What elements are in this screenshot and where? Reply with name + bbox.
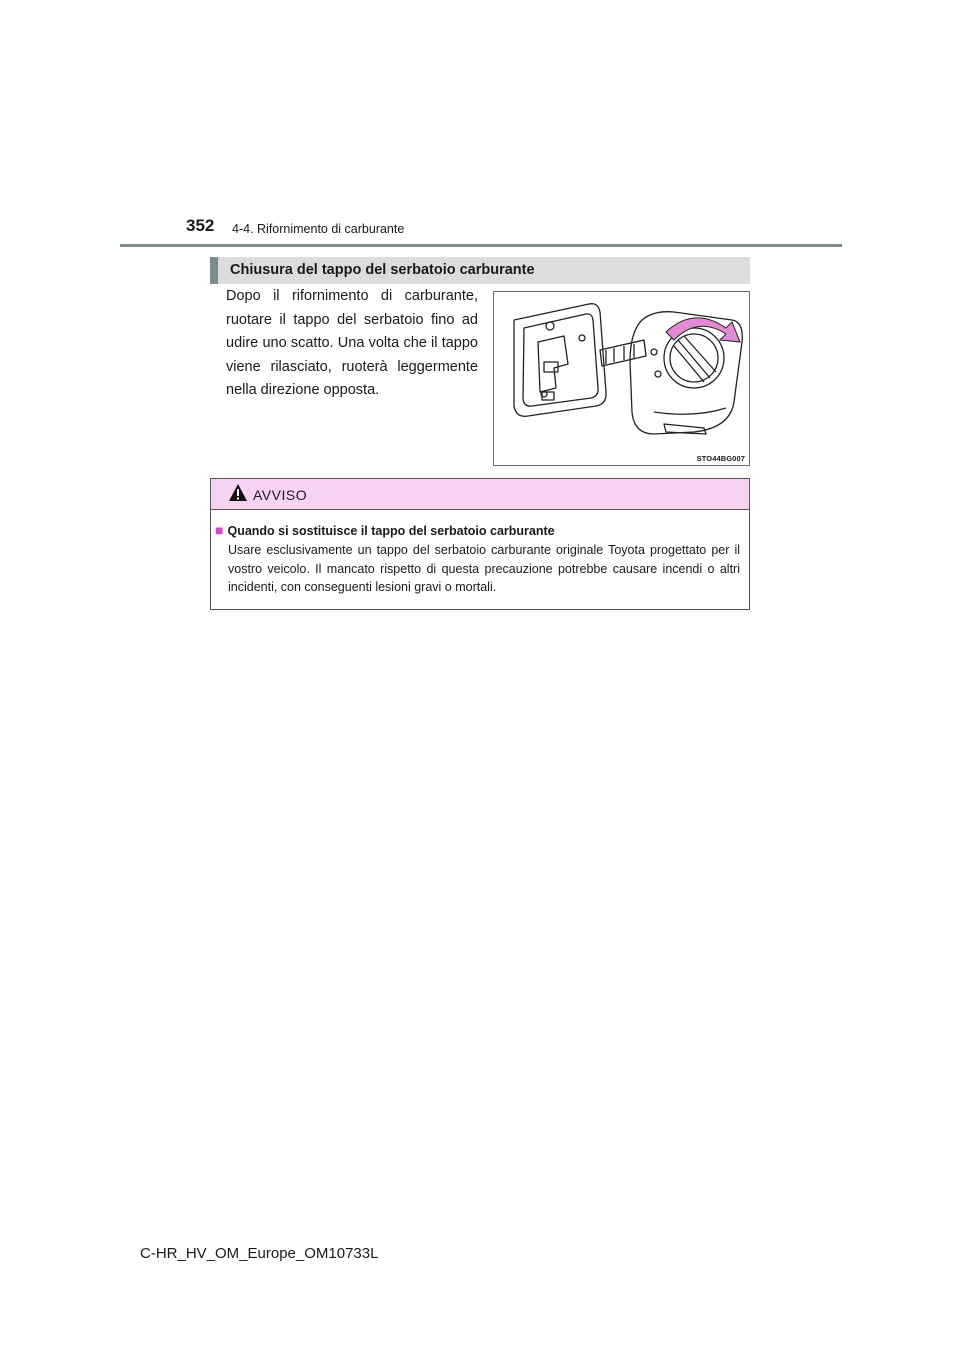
fuel-door-drawing [494,292,749,465]
warning-title: AVVISO [253,487,308,503]
subheading-title: Chiusura del tappo del serbatoio carburante [230,262,535,278]
document-code: C-HR_HV_OM_Europe_OM10733L [140,1245,379,1262]
page-number: 352 [186,216,215,235]
subheading-bar [210,257,750,284]
header-divider [120,244,842,247]
warning-item-title-text: Quando si sostituisce il tappo del serbatoio carburante [227,524,555,538]
fuel-cap-illustration [493,291,750,466]
warning-header [211,479,749,510]
section-title: 4-4. Rifornimento di carburante [232,222,405,236]
square-bullet-icon: ■ [215,522,224,538]
instruction-paragraph: Dopo il rifornimento di carburante, ruotare il tappo del serbatoio fino ad udire uno scatto. Una volta che il tappo viene rilasciato, ruoterà leggermente nella direzione opposta. [226,288,478,398]
warning-triangle-icon [228,483,248,503]
warning-item-heading [215,522,555,538]
warning-box [210,478,750,610]
figure-code: STO44BG007 [696,454,745,463]
warning-item-text: Usare esclusivamente un tappo del serbatoio carburante originale Toyota progettato per il vostro veicolo. Il mancato rispetto di questa precauzione potrebbe causare incendi o altri incidenti, con conseguenti lesioni gravi o mortali. [228,543,740,594]
